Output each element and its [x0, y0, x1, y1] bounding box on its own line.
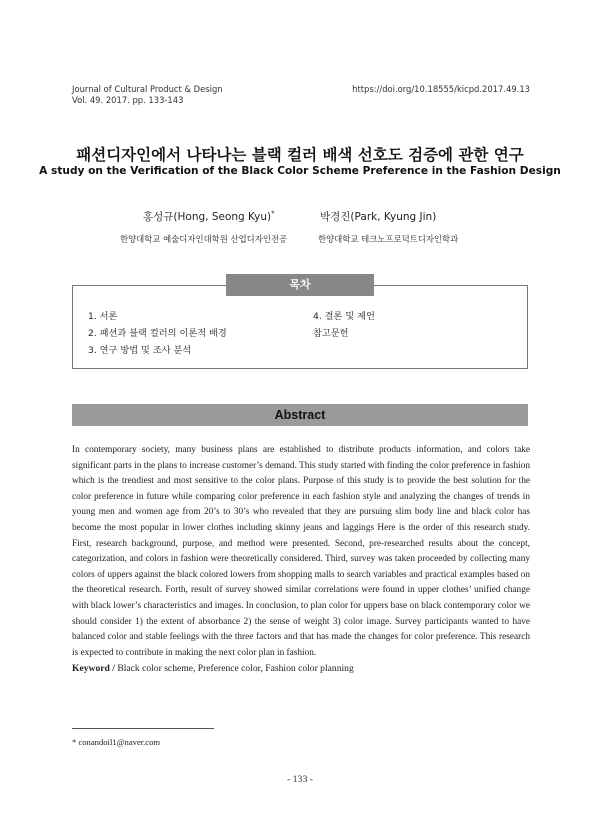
- keywords: [72, 663, 354, 674]
- toc-item[interactable]: 참고문헌: [313, 328, 349, 339]
- journal-volume: Vol. 49. 2017. pp. 133-143: [72, 95, 184, 105]
- toc-item[interactable]: 3. 연구 방법 및 조사 분석: [88, 345, 192, 356]
- toc-item[interactable]: 2. 패션과 블랙 컬러의 이론적 배경: [88, 328, 227, 339]
- keyword-label: Keyword /: [72, 663, 115, 674]
- page-number: - 133 -: [286, 774, 314, 785]
- abstract-heading: Abstract: [72, 404, 528, 426]
- author-2-name: 박경진(Park, Kyung Jin): [320, 211, 437, 223]
- title-english: A study on the Verification of the Black Color Scheme Preference in the Fashion Design: [39, 165, 561, 177]
- toc-heading: 목차: [226, 274, 374, 296]
- toc-item[interactable]: 4. 결론 및 제언: [313, 311, 375, 322]
- author-2-affiliation: 한양대학교 테크노프로덕트디자인학과: [318, 234, 459, 244]
- author-1-mark: *: [271, 209, 275, 218]
- title-korean: 패션디자인에서 나타나는 블랙 컬러 배색 선호도 검증에 관한 연구: [76, 146, 524, 164]
- toc-item[interactable]: 1. 서론: [88, 311, 118, 322]
- author-2: [320, 209, 436, 224]
- author-1: [143, 209, 275, 224]
- footnote-divider: [72, 728, 214, 729]
- abstract-body: In contemporary society, many business plans are established to distribute products information, and colors take significant parts in the plans to increase customer’s demand. This study started with finding the color preference in fashion which is the trendiest and most sensitive to the color plans. Purpose of this study is to provide the best solution for the color preference in future while comparing color preference in each fashion style and analyzing the changes of trends in young men and women age from 20’s to 30’s who revealed that they are pursuing slim body line and black color has become the most popular in lower clothes including skinny jeans and laggings Here is the order of this research study. First, research background, purpose, and method were presented. Second, pre-researched results about the concept, categorization, and colors in fashion were theoretically considered. Third, survey was taken proceeded by collecting many colors of uppers against the black colored lowers from shopping malls to search variables and practical examples based on the theoretical research. Forth, result of survey showed similar correlations were found in upper clothes’ unified change with black lower’s characteristics and images. In conclusion, to plan color for uppers base on black contemporary color we should consider 1) the extent of absorbance 2) the sense of weight 3) color image. Survey participants wanted to have balanced color and stable feelings with the three factors and that has made the changes for color preference. This research is expected to contribute in making the next color plan in fashion.: [72, 445, 530, 658]
- journal-header: [72, 84, 223, 106]
- doi-link[interactable]: https://doi.org/10.18555/kicpd.2017.49.13: [352, 84, 530, 94]
- author-1-name: 홍성규(Hong, Seong Kyu): [143, 211, 272, 223]
- author-1-affiliation: 한양대학교 예술디자인대학원 산업디자인전공: [120, 234, 288, 244]
- journal-name: Journal of Cultural Product & Design: [72, 84, 223, 94]
- footnote-email: * conandoil1@naver.com: [72, 737, 161, 747]
- keyword-text: Black color scheme, Preference color, Fashion color planning: [117, 663, 354, 674]
